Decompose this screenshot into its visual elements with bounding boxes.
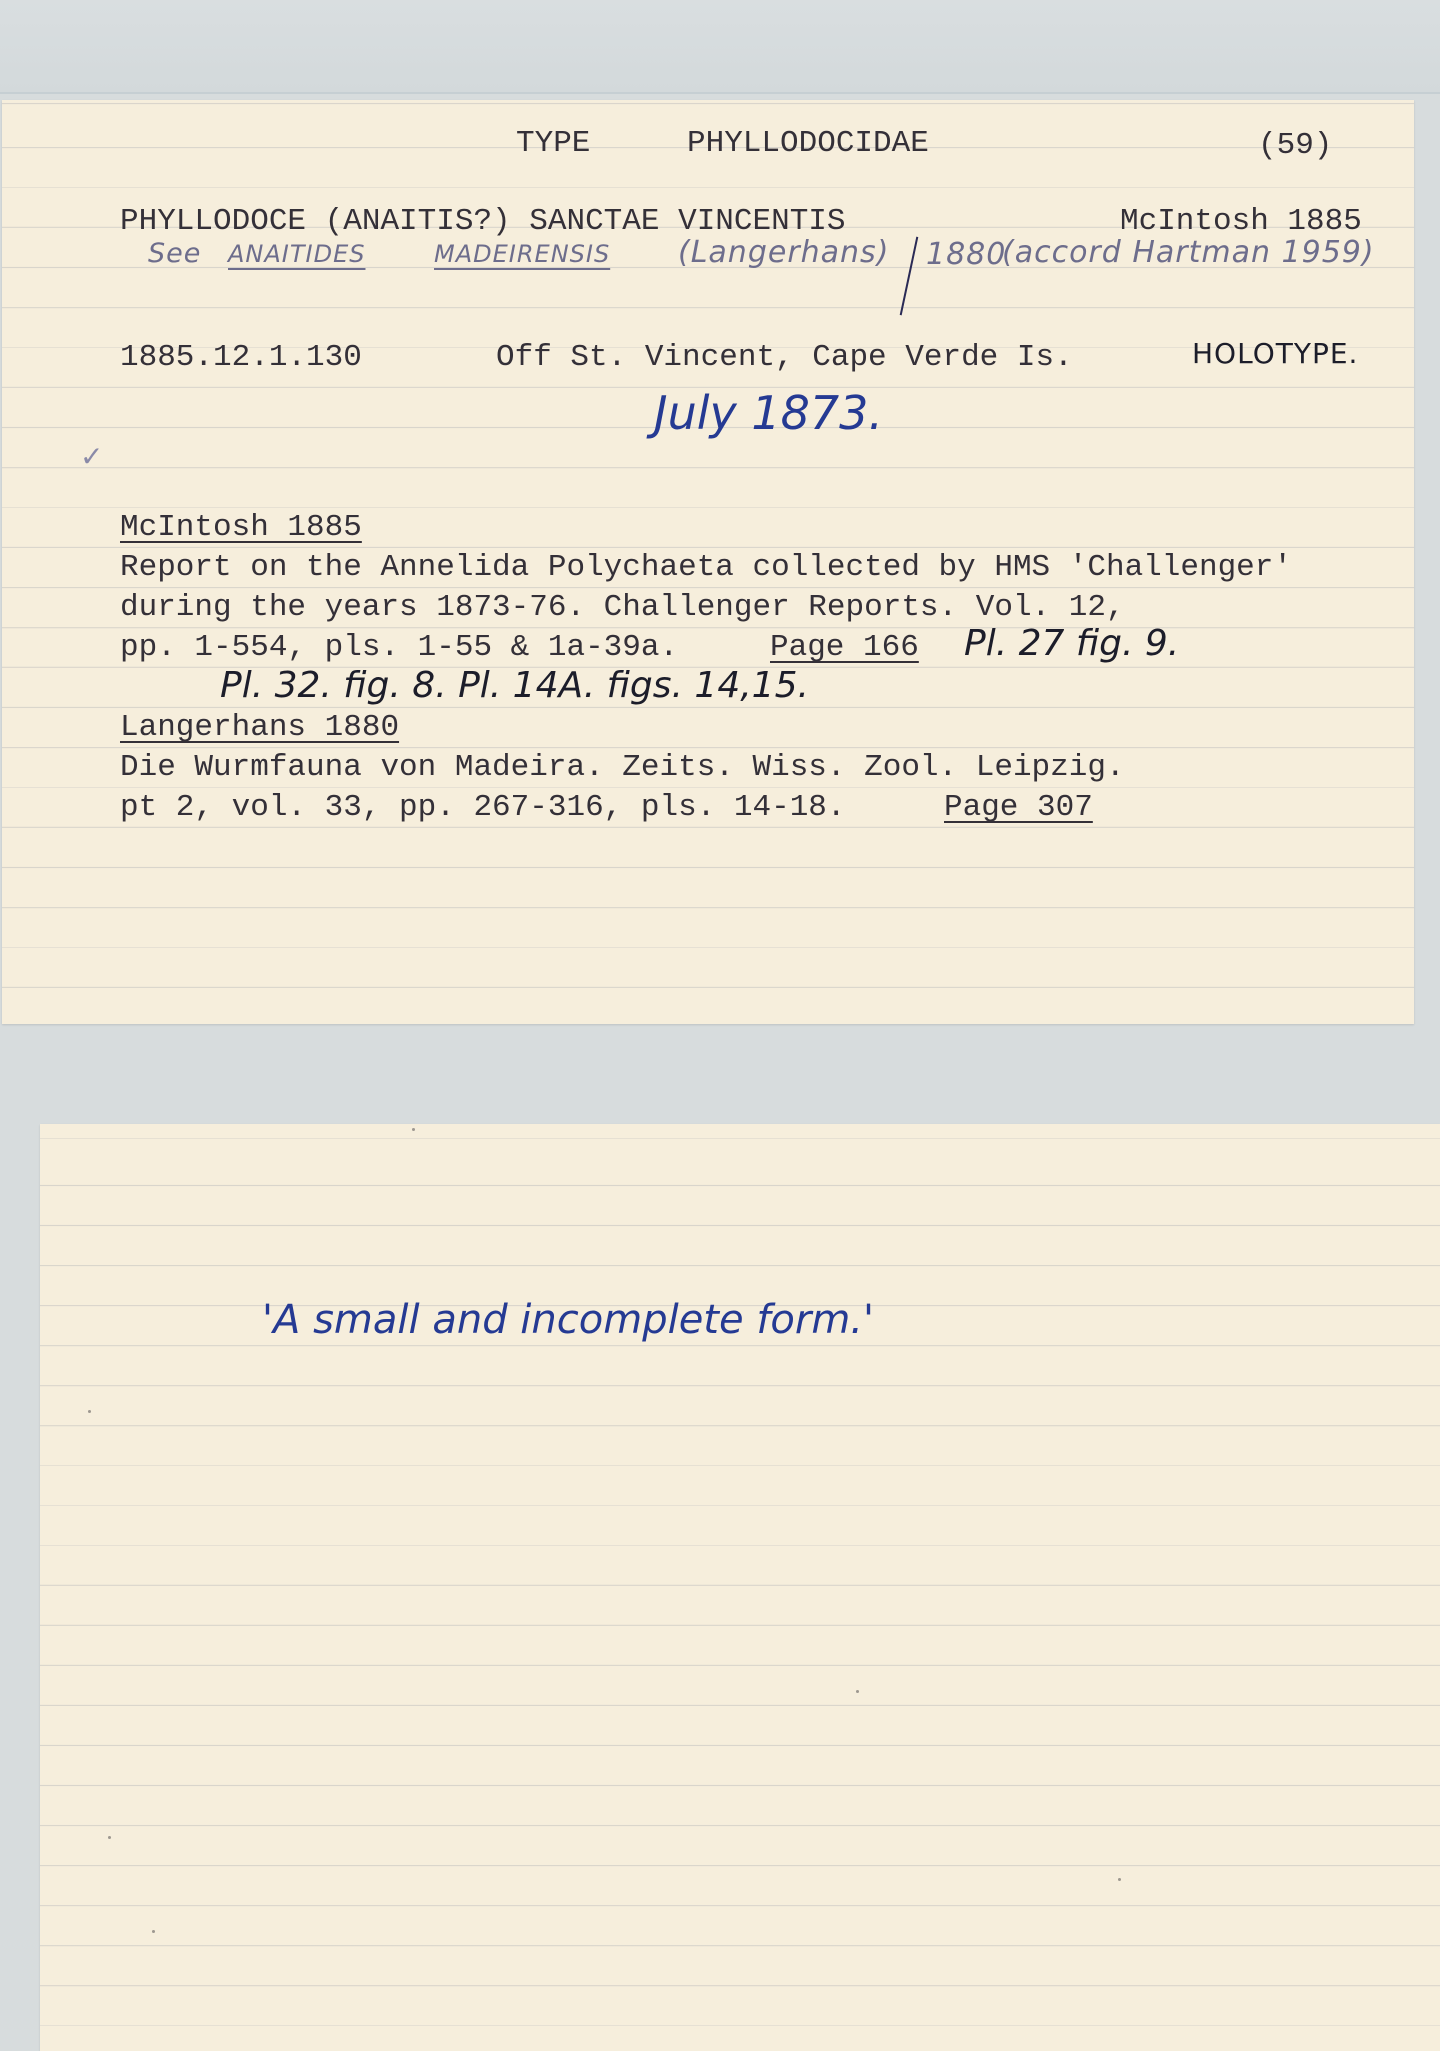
- bracket-stroke: [900, 237, 919, 316]
- ref1-figure-note: Pl. 27 fig. 9.: [964, 623, 1180, 664]
- checkmark-icon: ✓: [80, 440, 104, 473]
- ref2-line2: pt 2, vol. 33, pp. 267-316, pls. 14-18.: [120, 790, 846, 825]
- synonym-genus: ANAITIDES: [228, 240, 366, 268]
- paper-speck: [152, 1930, 155, 1933]
- ref1-heading: McIntosh 1885: [120, 510, 362, 545]
- ref2-line1: Die Wurmfauna von Madeira. Zeits. Wiss. Zool. Leipzig.: [120, 750, 1125, 785]
- index-card-front: [2, 100, 1414, 1024]
- ref1-line3: pp. 1-554, pls. 1-55 & 1a-39a.: [120, 630, 679, 665]
- paper-speck: [412, 1128, 415, 1131]
- species-authority: McIntosh 1885: [1120, 204, 1362, 239]
- registration-number: 1885.12.1.130: [120, 340, 362, 375]
- synonym-year: 1880: [926, 237, 1007, 272]
- paper-speck: [856, 1690, 859, 1693]
- paper-speck: [108, 1836, 111, 1839]
- synonym-according: (accord Hartman 1959): [1002, 235, 1375, 270]
- ref1-line1: Report on the Annelida Polychaeta collected by HMS 'Challenger': [120, 550, 1292, 585]
- ref1-plates-note: Pl. 32. fig. 8. Pl. 14A. figs. 14,15.: [220, 665, 809, 706]
- collection-date-note: July 1873.: [654, 386, 884, 440]
- type-label: TYPE: [516, 126, 591, 161]
- holotype-note: HOLOTYPE.: [1192, 337, 1359, 370]
- card-number: (59): [1258, 128, 1333, 163]
- scanner-background: [0, 0, 1440, 94]
- handwritten-remark: 'A small and incomplete form.': [262, 1297, 874, 1343]
- locality: Off St. Vincent, Cape Verde Is.: [496, 340, 1073, 375]
- ref2-page: Page 307: [944, 790, 1093, 825]
- paper-speck: [1118, 1878, 1121, 1881]
- family-name: PHYLLODOCIDAE: [687, 126, 929, 161]
- ref1-line2: during the years 1873-76. Challenger Reports. Vol. 12,: [120, 590, 1125, 625]
- ref1-page: Page 166: [770, 630, 919, 665]
- species-name: PHYLLODOCE (ANAITIS?) SANCTAE VINCENTIS: [120, 204, 846, 239]
- index-card-back: [40, 1124, 1440, 2051]
- synonym-species: MADEIRENSIS: [434, 240, 611, 268]
- ref2-heading: Langerhans 1880: [120, 710, 400, 745]
- synonym-see: See: [148, 238, 202, 269]
- paper-speck: [88, 1410, 91, 1413]
- synonym-author: (Langerhans): [678, 235, 890, 270]
